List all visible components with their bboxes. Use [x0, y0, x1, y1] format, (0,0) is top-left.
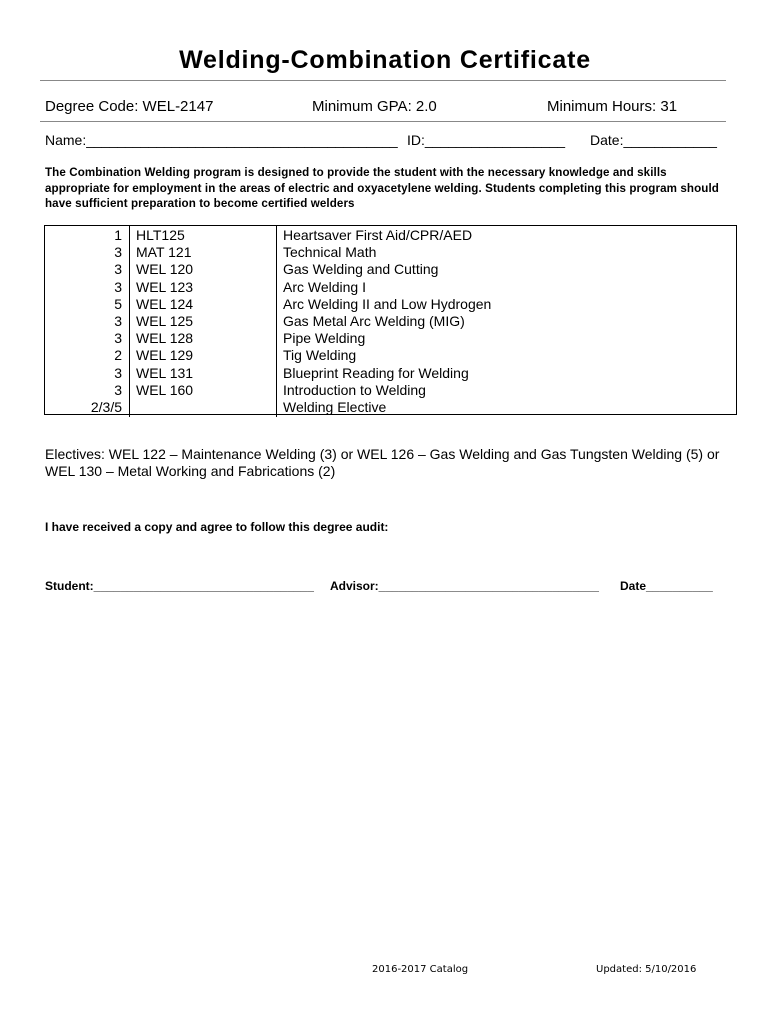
course-check-cell [44, 279, 66, 296]
course-title: Introduction to Welding [283, 381, 426, 398]
course-title: Heartsaver First Aid/CPR/AED [283, 227, 473, 243]
course-code: WEL 129 [130, 347, 277, 364]
course-code: MAT 121 [130, 244, 277, 261]
course-title: Tig Welding [283, 347, 357, 364]
course-title: Arc Welding I [283, 278, 366, 295]
course-credits: 3 [66, 313, 130, 330]
electives-note: Electives: WEL 122 – Maintenance Welding (3) or WEL 126 – Gas Welding and Gas Tungsten Welding (5) or WEL 130 – Metal Working and Fabrications (2) [45, 446, 720, 479]
course-check-cell [44, 261, 66, 278]
course-credits: 3 [66, 365, 130, 382]
course-row [44, 261, 736, 278]
course-title: Welding Elective [283, 398, 387, 415]
agreement-statement: I have received a copy and agree to follow this degree audit: [45, 520, 389, 534]
course-code: WEL 125 [130, 313, 277, 330]
course-row [44, 399, 736, 417]
course-check-cell [44, 330, 66, 347]
course-title: Arc Welding II and Low Hydrogen [283, 295, 492, 312]
course-row [44, 279, 736, 296]
course-code: HLT125 [130, 225, 277, 244]
degree-code: Degree Code: WEL-2147 [45, 98, 214, 115]
date-field[interactable]: Date:____________ [590, 132, 717, 148]
course-code: WEL 124 [130, 296, 277, 313]
program-description: The Combination Welding program is designed to provide the student with the necessary knowledge and skills appropriate for employment in the areas of electric and oxyacetylene welding. Students completing this program should have sufficient preparation to become certified welders [45, 166, 719, 210]
course-title: Gas Metal Arc Welding (MIG) [283, 312, 465, 329]
name-field[interactable]: Name:________________________________________ [45, 132, 398, 148]
course-title: Technical Math [283, 244, 377, 261]
course-row [44, 313, 736, 330]
student-signature-field[interactable]: Student:_________________________________ [45, 579, 314, 593]
footer-catalog: 2016-2017 Catalog [372, 964, 469, 975]
course-check-cell [44, 382, 66, 399]
course-credits: 5 [66, 296, 130, 313]
course-check-cell [44, 244, 66, 261]
course-credits: 1 [66, 225, 130, 244]
course-title: Pipe Welding [283, 330, 366, 347]
course-code: WEL 123 [130, 279, 277, 296]
course-code: WEL 120 [130, 261, 277, 278]
advisor-signature-field[interactable]: Advisor:_________________________________ [330, 579, 599, 593]
course-row [44, 347, 736, 364]
header-divider [40, 121, 726, 122]
course-code: WEL 128 [130, 330, 277, 347]
course-row [44, 244, 736, 261]
minimum-gpa: Minimum GPA: 2.0 [312, 98, 437, 115]
title-divider [40, 80, 726, 81]
course-table [44, 225, 736, 417]
course-check-cell [44, 313, 66, 330]
signature-date-field[interactable]: Date__________ [620, 579, 713, 593]
course-title: Gas Welding and Cutting [283, 261, 439, 278]
course-code: WEL 160 [130, 382, 277, 399]
page-title: Welding-Combination Certificate [179, 46, 591, 74]
course-row [44, 330, 736, 347]
course-credits: 3 [66, 330, 130, 347]
course-credits: 3 [66, 279, 130, 296]
course-title: Blueprint Reading for Welding [283, 364, 469, 381]
course-check-cell [44, 225, 66, 244]
course-check-cell [44, 347, 66, 364]
course-check-cell [44, 365, 66, 382]
course-code: WEL 131 [130, 365, 277, 382]
minimum-hours: Minimum Hours: 31 [547, 98, 678, 115]
course-credits: 3 [66, 382, 130, 399]
course-check-cell [44, 399, 66, 417]
course-code [130, 399, 277, 417]
course-row [44, 225, 736, 244]
course-credits: 2/3/5 [66, 399, 130, 417]
course-row [44, 296, 736, 313]
id-field[interactable]: ID:__________________ [407, 132, 566, 148]
course-credits: 2 [66, 347, 130, 364]
course-credits: 3 [66, 244, 130, 261]
course-check-cell [44, 296, 66, 313]
course-row [44, 382, 736, 399]
footer-updated: Updated: 5/10/2016 [596, 964, 697, 975]
course-credits: 3 [66, 261, 130, 278]
course-row [44, 365, 736, 382]
